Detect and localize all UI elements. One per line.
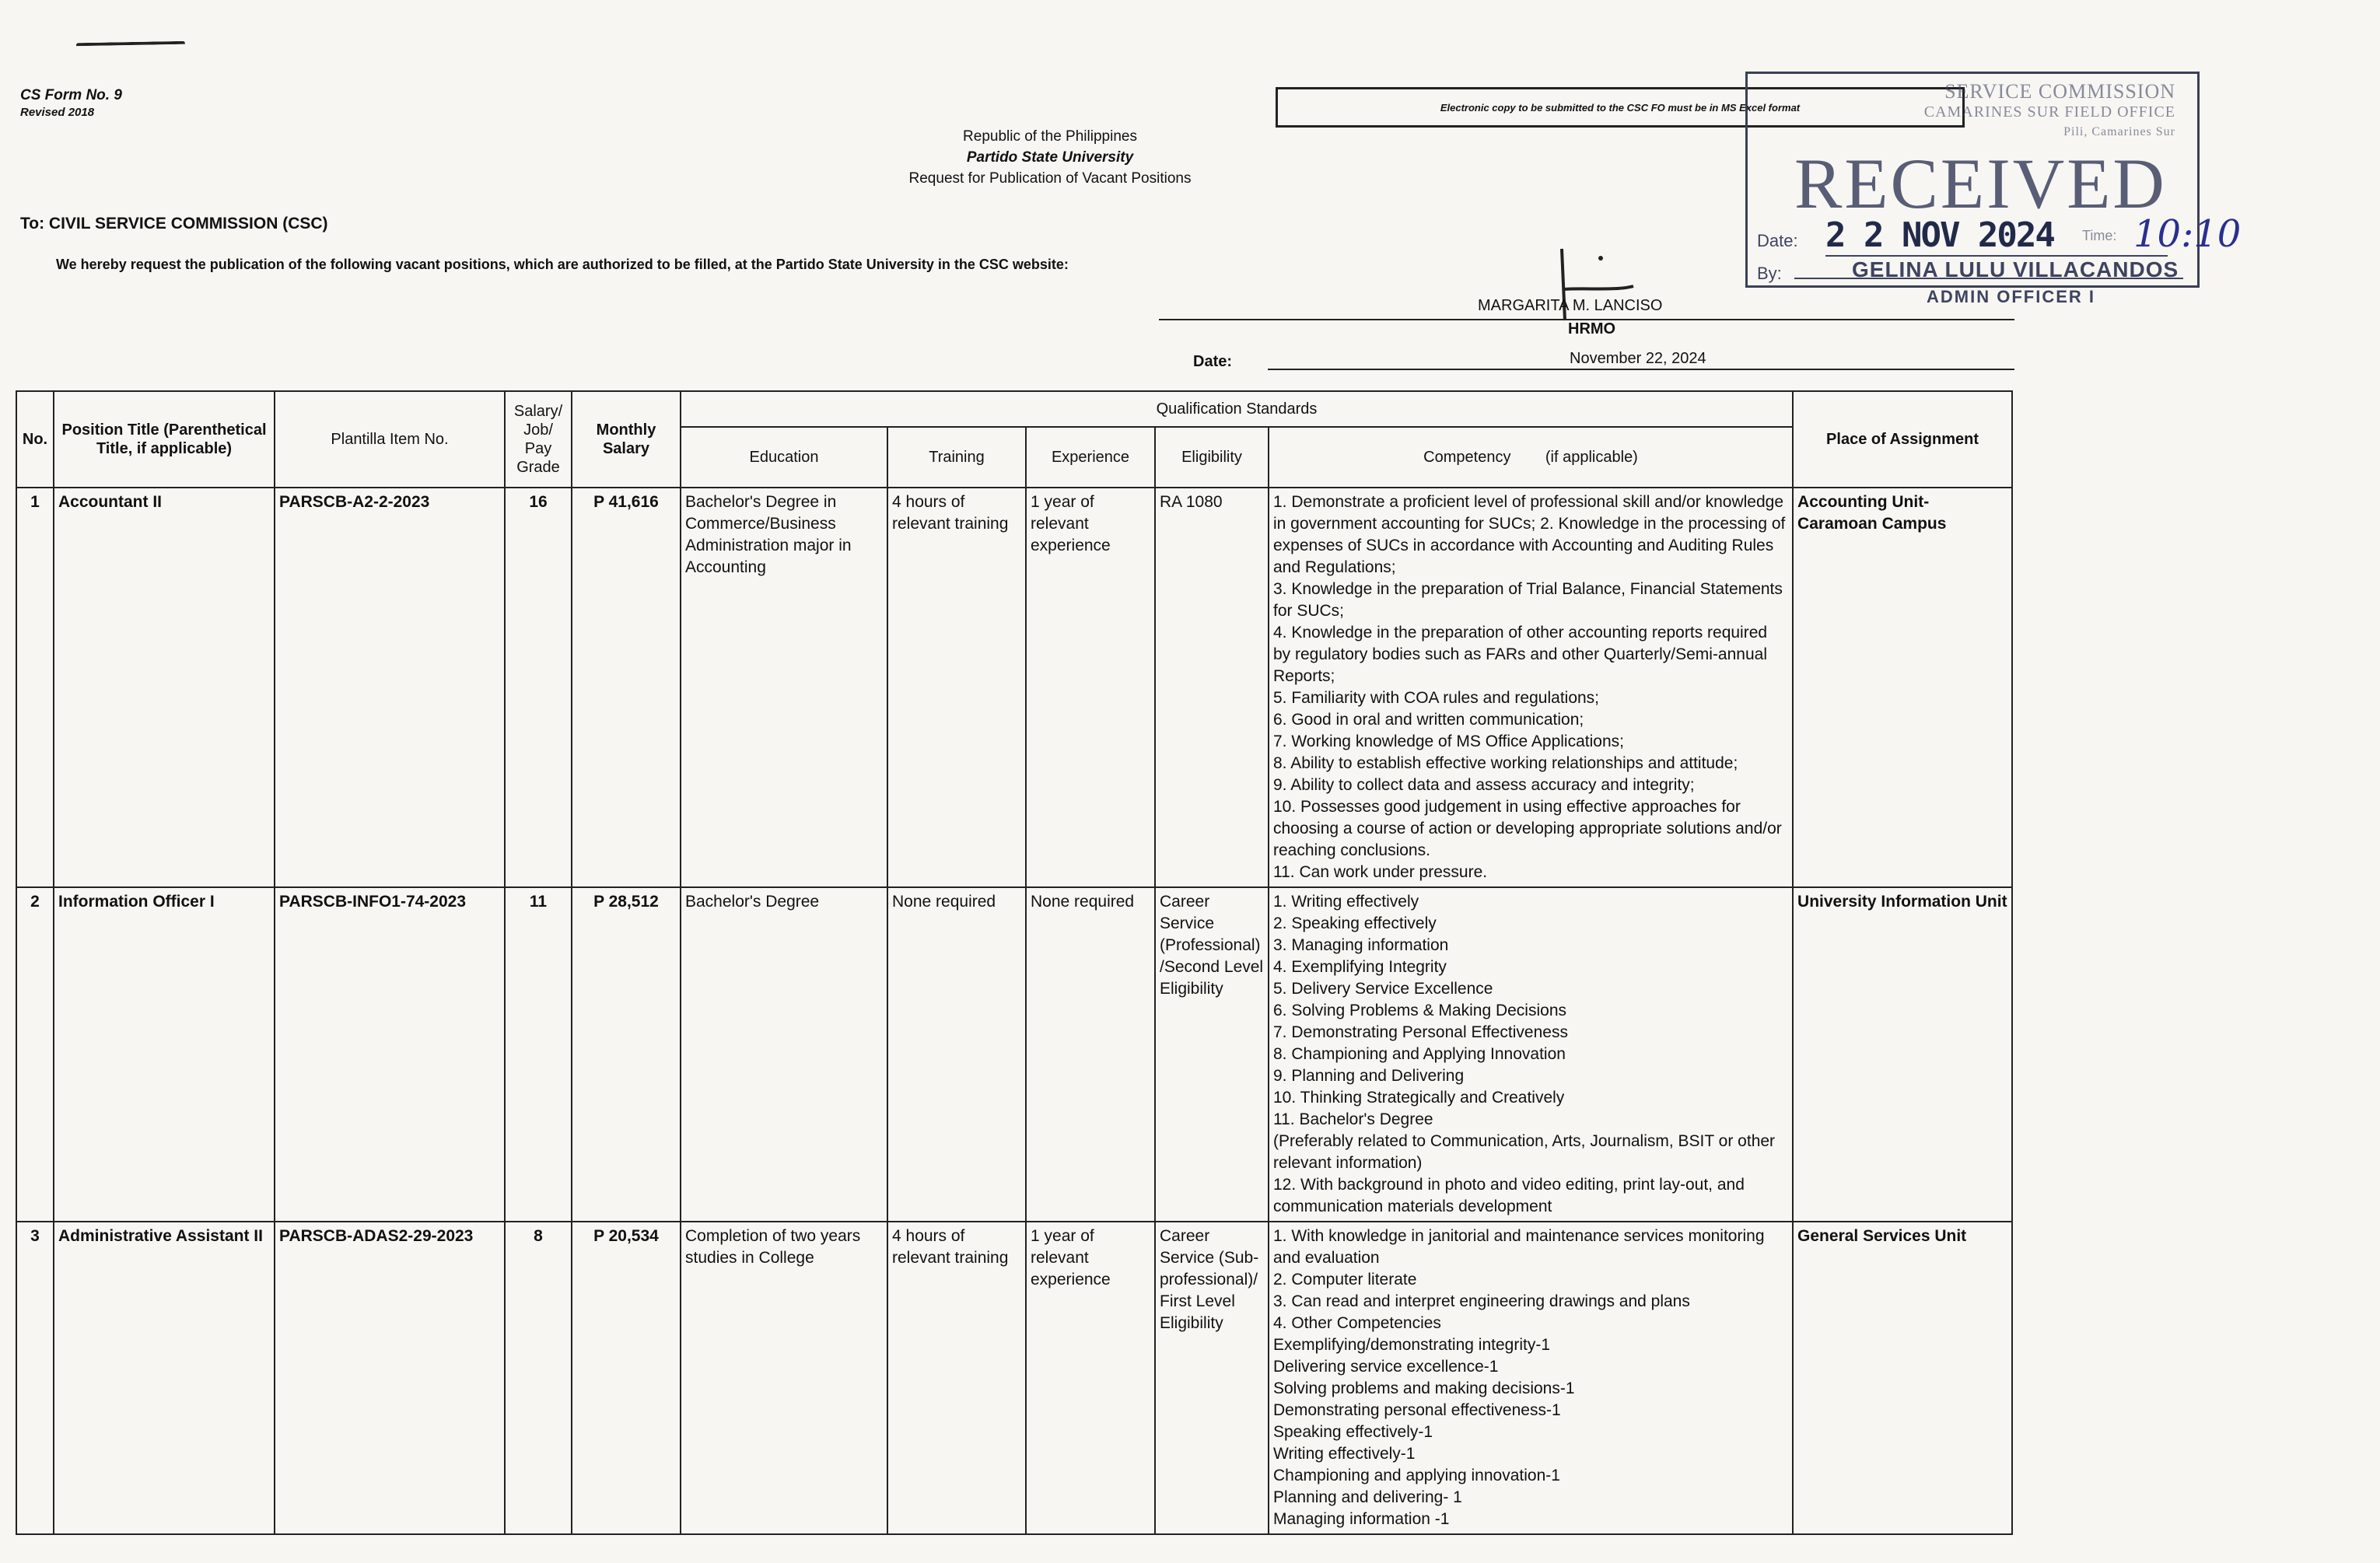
- competency-item: Delivering service excellence-1: [1273, 1358, 1499, 1376]
- competency-item: 11. Bachelor's Degree: [1273, 1110, 1433, 1128]
- stamp-time-value: 10:10: [2133, 212, 2242, 256]
- electronic-copy-note: Electronic copy to be submitted to the CSC FO must be in MS Excel format: [1276, 87, 1965, 128]
- form-number: [20, 87, 122, 121]
- header-grade: Salary/ Job/ Pay Grade: [505, 391, 572, 488]
- request-statement: We hereby request the publication of the following vacant positions, which are authorized to be filled, at the Partido State University in the CSC website:: [56, 257, 1069, 272]
- row-salary: P 41,616: [572, 488, 681, 887]
- stamp-org-line1: SERVICE COMMISSION: [1944, 80, 2175, 103]
- republic-line: Republic of the Philippines: [963, 128, 1137, 145]
- stamp-org-line2: CAMARINES SUR FIELD OFFICE: [1923, 103, 2175, 121]
- competency-item: 8. Championing and Applying Innovation: [1273, 1045, 1566, 1063]
- stamp-received: RECEIVED: [1794, 144, 2167, 223]
- competency-item: 12. With background in photo and video editing, print lay-out, and communication materials development: [1273, 1176, 1745, 1215]
- competency-item: 7. Working knowledge of MS Office Applications;: [1273, 733, 1624, 750]
- row-no: 2: [16, 887, 54, 1222]
- header-position: Position Title (Parenthetical Title, if applicable): [54, 391, 275, 488]
- competency-item: Solving problems and making decisions-1: [1273, 1379, 1575, 1397]
- date-line: [1268, 369, 2014, 370]
- row-grade: 8: [505, 1222, 572, 1534]
- competency-item: 1. With knowledge in janitorial and maintenance services monitoring and evaluation: [1273, 1227, 1765, 1267]
- header-education: Education: [681, 427, 887, 488]
- row-plantilla: PARSCB-ADAS2-29-2023: [275, 1222, 505, 1534]
- signatory-role: HRMO: [1568, 320, 1616, 337]
- row-grade: 11: [505, 887, 572, 1222]
- row-education: Bachelor's Degree in Commerce/Business Administration major in Accounting: [681, 488, 887, 887]
- competency-item: 1. Writing effectively: [1273, 893, 1419, 911]
- competency-item: 2. Speaking effectively: [1273, 914, 1437, 932]
- row-competency: [1269, 488, 1793, 887]
- competency-item: 6. Solving Problems & Making Decisions: [1273, 1002, 1566, 1019]
- row-training: 4 hours of relevant training: [887, 488, 1026, 887]
- stamp-by-name: GELINA LULU VILLACANDOS: [1852, 257, 2179, 281]
- competency-item: Speaking effectively-1: [1273, 1423, 1433, 1441]
- row-salary: P 20,534: [572, 1222, 681, 1534]
- header-salary: Monthly Salary: [572, 391, 681, 488]
- row-eligibility: RA 1080: [1155, 488, 1269, 887]
- university-name: Partido State University: [966, 149, 1134, 166]
- header-qualification-standards: Qualification Standards: [681, 391, 1793, 427]
- row-grade: 16: [505, 488, 572, 887]
- pen-scribble: [76, 41, 185, 52]
- row-education: Completion of two years studies in College: [681, 1222, 887, 1534]
- header-no: No.: [16, 391, 54, 488]
- competency-item: 3. Knowledge in the preparation of Trial Balance, Financial Statements for SUCs;: [1273, 580, 1783, 620]
- row-plantilla: PARSCB-INFO1-74-2023: [275, 887, 505, 1222]
- competency-item: Planning and delivering- 1: [1273, 1488, 1462, 1506]
- row-no: 1: [16, 488, 54, 887]
- stamp-org-line3: Pili, Camarines Sur: [2063, 125, 2175, 138]
- competency-item: 3. Can read and interpret engineering drawings and plans: [1273, 1292, 1690, 1310]
- competency-item: 2. Computer literate: [1273, 1271, 1417, 1289]
- row-place: University Information Unit: [1793, 887, 2012, 1222]
- row-experience: 1 year of relevant experience: [1026, 1222, 1155, 1534]
- competency-item: 4. Other Competencies: [1273, 1314, 1441, 1332]
- row-competency: [1269, 887, 1793, 1222]
- competency-item: 1. Demonstrate a proficient level of professional skill and/or knowledge in government accounting for SUCs; 2. Knowledge in the processing of expenses of SUCs in accordance with Accounting and Auditing Rules and Regulations;: [1273, 493, 1786, 576]
- header-eligibility: Eligibility: [1155, 427, 1269, 488]
- competency-item: 3. Managing information: [1273, 936, 1449, 954]
- competency-item: 10. Possesses good judgement in using effective approaches for choosing a course of action or developing appropriate solutions and/or reaching conclusions.: [1273, 798, 1782, 859]
- competency-item: 5. Delivery Service Excellence: [1273, 980, 1493, 998]
- stamp-org: [1771, 82, 2175, 142]
- stamp-date-value: 2 2 NOV 2024: [1825, 215, 2168, 257]
- header-competency: Competency (if applicable): [1269, 427, 1793, 488]
- competency-item: 5. Familiarity with COA rules and regulations;: [1273, 689, 1600, 707]
- header-place: Place of Assignment: [1793, 391, 2012, 488]
- form-revised: Revised 2018: [20, 106, 95, 119]
- competency-item: 8. Ability to establish effective working relationships and attitude;: [1273, 754, 1738, 772]
- row-position: Accountant II: [54, 488, 275, 887]
- vacant-positions-table: [16, 390, 2013, 1535]
- competency-item: Exemplifying/demonstrating integrity-1: [1273, 1336, 1550, 1354]
- competency-item: 10. Thinking Strategically and Creatively: [1273, 1089, 1565, 1107]
- competency-item: (Preferably related to Communication, Arts, Journalism, BSIT or other relevant information): [1273, 1132, 1776, 1172]
- competency-item: 11. Can work under pressure.: [1273, 863, 1488, 881]
- row-education: Bachelor's Degree: [681, 887, 887, 1222]
- stamp-by-role: ADMIN OFFICER I: [1927, 287, 2095, 306]
- row-eligibility: Career Service (Professional) /Second Level Eligibility: [1155, 887, 1269, 1222]
- competency-item: 9. Ability to collect data and assess accuracy and integrity;: [1273, 776, 1695, 794]
- row-experience: 1 year of relevant experience: [1026, 488, 1155, 887]
- request-title: Request for Publication of Vacant Positions: [908, 170, 1192, 187]
- row-position: Information Officer I: [54, 887, 275, 1222]
- header-training: Training: [887, 427, 1026, 488]
- header-row-1: [16, 391, 2012, 427]
- stamp-time-label: Time:: [2082, 228, 2117, 243]
- competency-item: 4. Knowledge in the preparation of other accounting reports required by regulatory bodies such as FARs and other Quarterly/Semi-annual Reports;: [1273, 624, 1768, 685]
- competency-item: Writing effectively-1: [1273, 1445, 1416, 1463]
- form-no-label: CS Form No. 9: [20, 87, 122, 103]
- header-experience: Experience: [1026, 427, 1155, 488]
- table-row: [16, 488, 2012, 887]
- competency-item: Managing information -1: [1273, 1510, 1450, 1528]
- competency-item: 4. Exemplifying Integrity: [1273, 958, 1447, 976]
- signature-icon: [1556, 243, 1641, 328]
- row-experience: None required: [1026, 887, 1155, 1222]
- competency-item: Championing and applying innovation-1: [1273, 1467, 1560, 1484]
- row-competency: [1269, 1222, 1793, 1534]
- header-plantilla: Plantilla Item No.: [275, 391, 505, 488]
- row-place: Accounting Unit-Caramoan Campus: [1793, 488, 2012, 887]
- row-training: None required: [887, 887, 1026, 1222]
- competency-item: 7. Demonstrating Personal Effectiveness: [1273, 1023, 1568, 1041]
- competency-item: 6. Good in oral and written communication;: [1273, 711, 1584, 729]
- addressee: To: CIVIL SERVICE COMMISSION (CSC): [20, 215, 328, 233]
- document-heading: [801, 126, 1299, 189]
- competency-item: 9. Planning and Delivering: [1273, 1067, 1465, 1085]
- row-training: 4 hours of relevant training: [887, 1222, 1026, 1534]
- row-no: 3: [16, 1222, 54, 1534]
- table-row: [16, 887, 2012, 1222]
- row-eligibility: Career Service (Sub-professional)/ First Level Eligibility: [1155, 1222, 1269, 1534]
- stamp-by-label: By:: [1757, 264, 1782, 283]
- row-salary: P 28,512: [572, 887, 681, 1222]
- row-place: General Services Unit: [1793, 1222, 2012, 1534]
- signatory-date-value: November 22, 2024: [1570, 350, 1706, 367]
- competency-item: Demonstrating personal effectiveness-1: [1273, 1401, 1561, 1419]
- received-stamp: [1745, 72, 2242, 306]
- stamp-date-label: Date:: [1757, 231, 1798, 250]
- row-plantilla: PARSCB-A2-2-2023: [275, 488, 505, 887]
- row-position: Administrative Assistant II: [54, 1222, 275, 1534]
- signatory-name: MARGARITA M. LANCISO: [1478, 297, 1663, 314]
- signatory-date-label: Date:: [1193, 353, 1233, 370]
- table-row: [16, 1222, 2012, 1534]
